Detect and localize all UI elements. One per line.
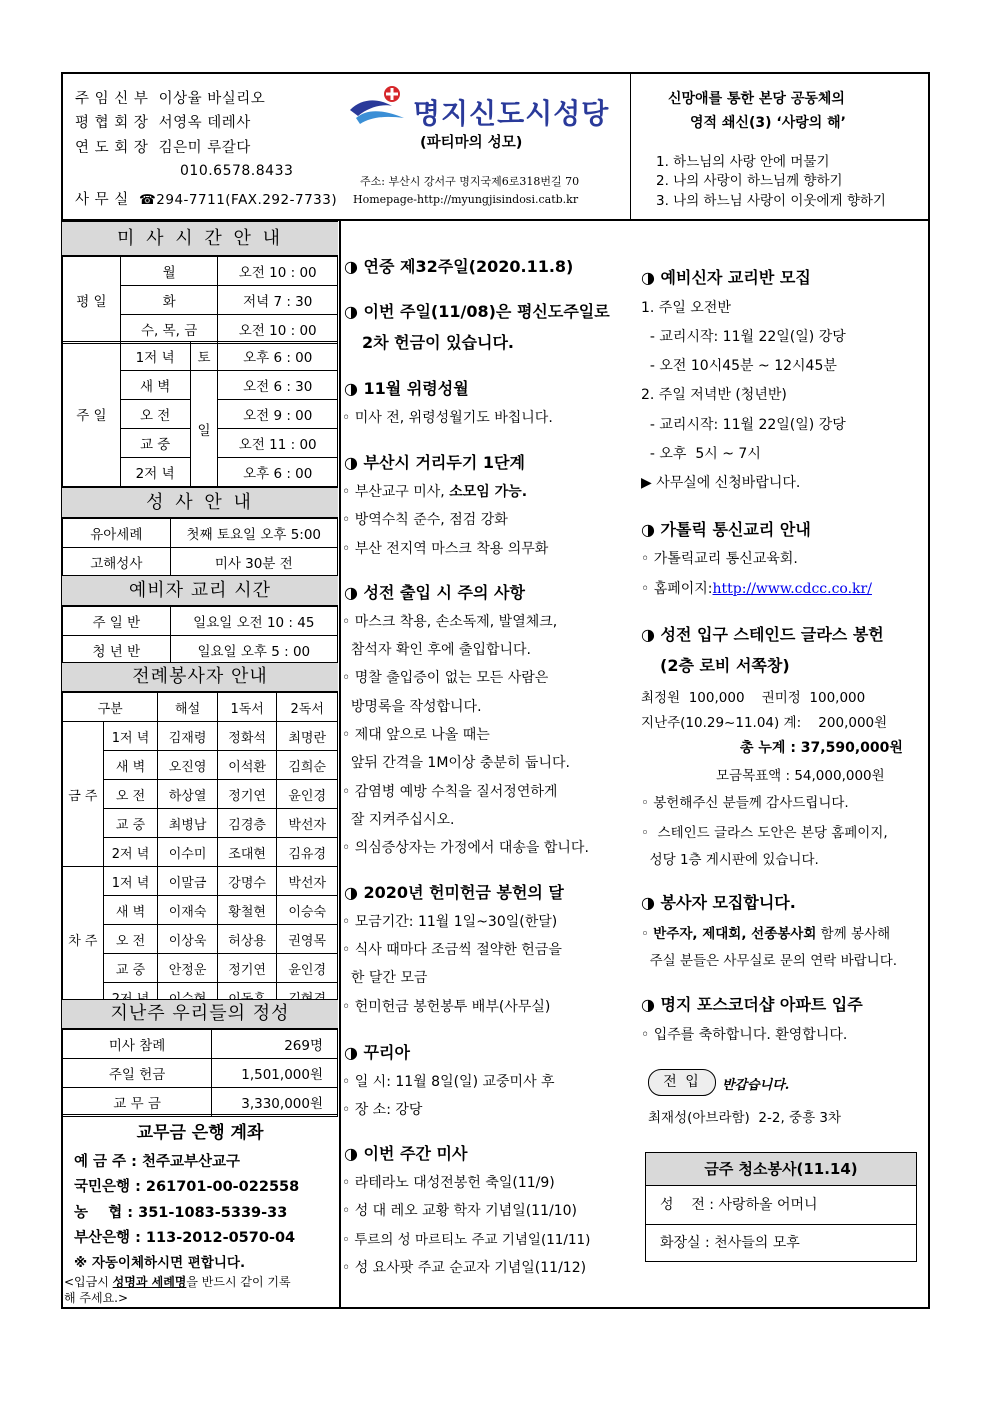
stained-glass-cumulative: 총 누계 : 37,590,000원 [740,740,903,756]
welcome-badge: 전 입 [648,1069,716,1096]
offering-heading: 지난주 우리들의 정성 [62,999,338,1029]
section-catechumen-line: - 교리시작: 11월 22일(일) 강당 [641,417,846,433]
welcome-text: 반갑습니다. [722,1078,790,1093]
stained-glass-design-a: ◦ 스테인드 글라스 도안은 본당 홈페이지, [641,825,888,841]
section-entry-title: ◑ 성전 출입 시 주의 사항 [344,583,525,602]
table-row: 차 주 1저 녁 이말금 강명수 박선자 [63,867,338,896]
section-entry-line: 잘 지켜주십시오. [342,812,455,828]
parish-address: 주소: 부산시 강서구 명지국제6로318번길 70 [360,175,580,188]
table-row: 2저 녁 오후 6 : 00 [63,458,338,487]
cleaning-title: 금주 청소봉사(11.14) [646,1153,916,1186]
section-weekly-mass-line: ◦ 라테라노 대성전봉헌 축일(11/9) [342,1175,555,1191]
section-catechumen-line: ▶ 사무실에 신청바랍니다. [641,475,801,491]
personal-phone: 010.6578.8433 [180,163,294,179]
table-row: 고해성사 미사 30분 전 [63,548,338,577]
parish-homepage[interactable]: Homepage-http://myungjisindosi.catb.kr [353,193,579,206]
section-entry-line: 앞뒤 간격을 1M이상 충분히 둡니다. [342,755,570,771]
mass-times-heading: 미 사 시 간 안 내 [62,221,338,256]
section-weekly-mass-title: ◑ 이번 주간 미사 [344,1144,468,1163]
section-catechumen-line: 2. 주일 저녁반 (청년반) [641,387,787,403]
offering-table [62,1029,338,1117]
section-volunteers-title: ◑ 봉사자 모집합니다. [641,893,796,912]
cleaning-box [645,1152,917,1262]
bank-note: <입금시 성명과 세례명을 반드시 같이 기록 [64,1275,291,1289]
table-row: 주일 헌금 1,501,000원 [63,1059,338,1088]
stained-glass-design-b: 성당 1층 게시판에 있습니다. [641,852,819,868]
section-curia-line: ◦ 장 소: 강당 [342,1102,423,1118]
table-row: 오 전 이상욱 허상용 권영목 [63,925,338,954]
section-distancing-line-1: ◦ 부산교구 미사, 소모임 가능. [342,484,528,500]
header-divider-right [630,72,631,219]
section-catechumen-line: - 오후 5시 ~ 7시 [641,446,761,462]
section-curia-title: ◑ 꾸리아 [344,1043,410,1062]
section-stained-glass-title-a: ◑ 성전 입구 스테인드 글라스 봉헌 [641,625,884,644]
table-row: 교 중 안정운 정기연 윤인경 [63,954,338,983]
section-laity-sunday-title-b: 2차 헌금이 있습니다. [362,333,514,352]
bank-line-1: 예 금 주 : 천주교부산교구 [74,1154,241,1170]
section-catechumen-line: 1. 주일 오전반 [641,300,731,316]
section-entry-line: 방명록을 작성합니다. [342,699,482,715]
section-rice-offering-line: ◦ 헌미헌금 봉헌봉투 배부(사무실) [342,999,551,1015]
bank-heading: 교무금 은행 계좌 [136,1123,264,1143]
welcome-person: 최재성(아브라함) 2-2, 중흥 3차 [648,1110,842,1126]
section-november-line: ◦ 미사 전, 위령성월기도 바칩니다. [342,410,553,426]
section-entry-line: ◦ 의심증상자는 가정에서 대송을 합니다. [342,840,589,856]
bank-line-4: 부산은행 : 113-2012-0570-04 [74,1230,296,1246]
staff-line-1: 주 임 신 부 이상율 바실리오 [75,91,266,107]
office-contact: 사 무 실 ☎294-7711(FAX.292-7733) [75,192,338,208]
catechism-table [62,606,338,665]
table-row: 수, 목, 금 오전 10 : 00 [63,315,338,344]
section-correspondence-title: ◑ 가톨릭 통신교리 안내 [641,520,811,539]
table-row: 유아세례 첫째 토요일 오후 5:00 [63,519,338,548]
section-rice-offering-line: ◦ 식사 때마다 조금씩 절약한 헌금을 [342,942,562,958]
table-row: 새 벽 오진영 이석환 김희순 [63,751,338,780]
parish-logo-icon [348,84,410,128]
ministers-table [62,692,338,1012]
table-row: 화 저녁 7 : 30 [63,286,338,315]
table-row: 교 중 최병남 김경층 박선자 [63,809,338,838]
section-volunteers-line-2: 주실 분들은 사무실로 문의 연락 바랍니다. [641,953,898,969]
stained-glass-goal: 모금목표액 : 54,000,000원 [716,768,885,784]
section-apartment-line: ◦ 입주를 축하합니다. 환영합니다. [641,1027,848,1043]
theme-title-line2: 영적 쇄신(3) ‘사랑의 해’ [690,115,846,131]
table-row: 교 무 금 3,330,000원 [63,1088,338,1117]
bank-line-5: ※ 자동이체하시면 편합니다. [74,1255,246,1271]
section-apartment-title: ◑ 명지 포스코더샵 아파트 입주 [641,995,863,1014]
section-distancing-line-3: ◦ 부산 전지역 마스크 착용 의무화 [342,541,549,557]
section-rice-offering-title: ◑ 2020년 헌미헌금 봉헌의 달 [344,883,564,902]
section-entry-line: ◦ 명찰 출입증이 없는 모든 사람은 [342,670,549,686]
table-row: 2저 녁 이수미 조대현 김유경 [63,838,338,867]
table-row: 금 주 1저 녁 김재령 정화석 최명란 [63,722,338,751]
section-distancing-title: ◑ 부산시 거리두기 1단계 [344,453,525,472]
catechism-heading: 예비자 교리 시간 [62,575,338,606]
staff-line-3: 연 도 회 장 김은미 루갈다 [75,140,251,156]
section-entry-line: ◦ 감염병 예방 수칙을 질서정연하게 [342,784,558,800]
stained-glass-week-total: 지난주(10.29~11.04) 계: 200,000원 [641,715,888,731]
section-weekly-mass-line: ◦ 성 대 레오 교황 학자 기념일(11/10) [342,1203,577,1219]
theme-pillar-1: 1. 하느님의 사랑 안에 머물기 [656,154,830,170]
section-november-title: ◑ 11월 위령성월 [344,379,469,398]
weekday-label: 평 일 [63,257,121,344]
table-row: 오 전 하상열 정기연 윤인경 [63,780,338,809]
sacraments-heading: 성 사 안 내 [62,487,338,518]
stained-glass-thanks: ◦ 봉헌해주신 분들께 감사드립니다. [641,795,849,811]
section-rice-offering-line: 한 달간 모금 [342,970,428,986]
section-curia-line: ◦ 일 시: 11월 8일(일) 교중미사 후 [342,1074,555,1090]
table-row: 교 중 오전 11 : 00 [63,429,338,458]
bank-line-3: 농 협 : 351-1083-5339-33 [74,1205,288,1221]
theme-pillar-3: 3. 나의 하느님 사랑이 이웃에게 향하기 [656,193,886,209]
bank-note-2: 해 주세요.> [64,1291,129,1305]
section-correspondence-line: ◦ 가톨릭교리 통신교육회. [641,551,798,567]
section-rice-offering-line: ◦ 모금기간: 11월 1일~30일(한달) [342,914,558,930]
next-week-label: 차 주 [63,867,104,1012]
sacraments-table [62,518,338,577]
table-row: 오 전 오전 9 : 00 [63,400,338,429]
staff-line-2: 평 협 회 장 서영옥 데레사 [75,115,251,131]
table-row: 평 일 월 오전 10 : 00 [63,257,338,286]
table-row: 주 일 1저 녁 토 오후 6 : 00 [63,342,338,371]
sunday-mass-table [62,341,338,487]
parish-name: 명지신도시성당 [413,97,610,130]
section-entry-line: ◦ 마스크 착용, 손소독제, 발열체크, [342,614,558,630]
table-row: 청 년 반 일요일 오후 5 : 00 [63,636,338,665]
stained-glass-donors: 최정원 100,000 권미정 100,000 [641,690,866,706]
this-week-label: 금 주 [63,722,104,867]
parish-patron: (파티마의 성모) [420,135,523,151]
table-row: 주 일 반 일요일 오전 10 : 45 [63,607,338,636]
table-row: 새 벽 일 오전 6 : 30 [63,371,338,400]
section-volunteers-line-1: ◦ 반주자, 제대회, 선종봉사회 함께 봉사해 [641,926,891,942]
section-entry-line: 참석자 확인 후에 출입합니다. [342,642,531,658]
left-column-divider [339,219,341,1309]
section-sunday-title: ◑ 연중 제32주일(2020.11.8) [344,257,574,276]
table-row: 구분 해설 1독서 2독서 [63,693,338,722]
section-laity-sunday-title-a: ◑ 이번 주일(11/08)은 평신도주일로 [344,302,610,321]
section-correspondence-homepage: ◦ 홈페이지:http://www.cdcc.co.kr/ [641,581,872,597]
cleaning-row: 성 전 : 사랑하올 어머니 [646,1186,916,1225]
section-stained-glass-title-b: (2층 로비 서쪽창) [660,656,790,675]
theme-pillar-2: 2. 나의 사랑이 하느님께 향하기 [656,173,843,189]
cdcc-link[interactable]: http://www.cdcc.co.kr/ [712,581,872,597]
section-catechumen-line: - 교리시작: 11월 22일(일) 강당 [641,329,846,345]
mass-times-table [62,256,338,344]
bank-line-2: 국민은행 : 261701-00-022558 [74,1179,300,1195]
section-distancing-line-2: ◦ 방역수칙 준수, 점검 강화 [342,512,508,528]
section-weekly-mass-line: ◦ 투르의 성 마르티노 주교 기념일(11/11) [342,1232,591,1248]
section-catechumen-title: ◑ 예비신자 교리반 모집 [641,268,811,287]
section-weekly-mass-line: ◦ 성 요사팟 주교 순교자 기념일(11/12) [342,1260,587,1276]
section-catechumen-line: - 오전 10시45분 ~ 12시45분 [641,358,837,374]
table-row: 새 벽 이재숙 황철현 이승숙 [63,896,338,925]
table-row: 미사 참례 269명 [63,1030,338,1059]
sunday-label: 주 일 [63,342,121,487]
section-entry-line: ◦ 제대 앞으로 나올 때는 [342,727,490,743]
theme-title-line1: 신망애를 통한 본당 공동체의 [668,91,845,107]
ministers-heading: 전례봉사자 안내 [62,662,338,692]
cleaning-row: 화장실 : 천사들의 모후 [660,1235,800,1251]
